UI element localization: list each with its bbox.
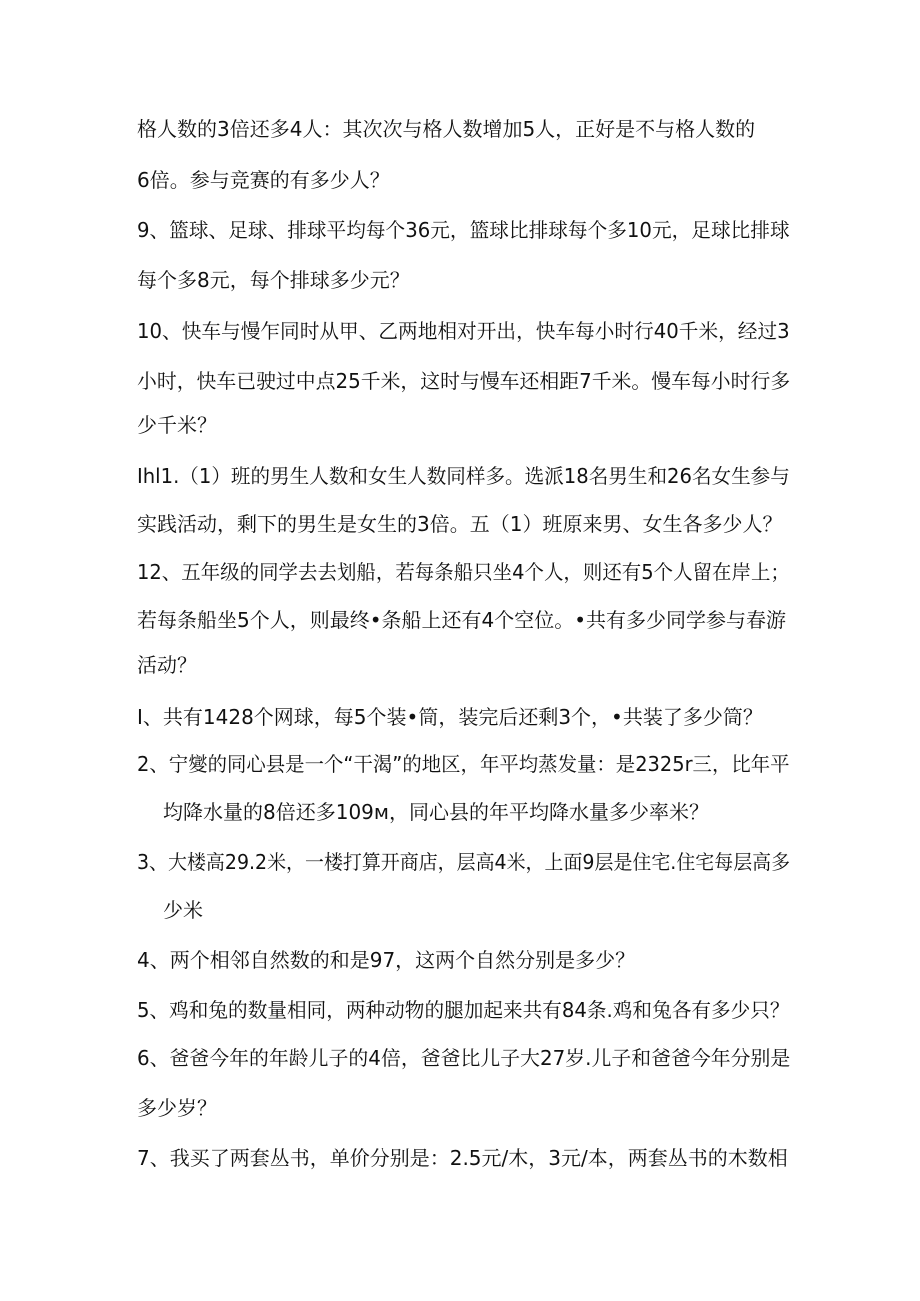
text-line: 小时，快车已驶过中点25千米，这时与慢车还相距7千米。慢车每小时行多 [137, 369, 791, 393]
text-line: 9、篮球、足球、排球平均每个36元，篮球比排球每个多10元，足球比排球 [137, 218, 790, 242]
text-line: 7、我买了两套丛书，单价分别是：2.5元/木，3元/本，两套丛书的木数相 [137, 1146, 788, 1170]
text-line: 10、快车与慢乍同时从甲、乙两地相对开出，快车每小时行40千米，经过3 [137, 319, 790, 343]
text-line: 多少岁？ [137, 1096, 217, 1120]
text-line: 少千米？ [137, 413, 217, 437]
text-line: Ihl1.（1）班的男生人数和女生人数同样多。选派18名男生和26名女生参与 [137, 464, 790, 488]
text-line: 活动？ [137, 653, 197, 677]
text-line: 2、宁夑的同心县是一个“干渴”的地区，年平均蒸发量：是2325r三，比年平 [137, 752, 790, 776]
text-line: 若每条船坐5个人，则最终•条船上还有4个空位。•共有多少同学参与春游 [137, 608, 787, 632]
text-line: 格人数的3倍还多4人：其次次与格人数增加5人，正好是不与格人数的 [137, 117, 756, 141]
text-line: 6倍。参与竞赛的有多少人？ [137, 168, 390, 192]
text-line: 12、五年级的同学去去划船，若每条船只坐4个人，则还有5个人留在岸上； [137, 560, 790, 584]
text-line: 实践活动，剩下的男生是女生的3倍。五（1）班原来男、女生各多少人？ [137, 512, 783, 536]
text-line: 5、鸡和兔的数量相同，两种动物的腿加起来共有84条.鸡和兔各有多少只？ [137, 998, 790, 1022]
text-line: 均降水量的8倍还多109м，同心县的年平均降水量多少率米？ [163, 800, 709, 824]
text-line: 4、两个相邻自然数的和是97，这两个自然分别是多少？ [137, 948, 636, 972]
text-line: 6、爸爸今年的年龄儿子的4倍，爸爸比儿子大27岁.儿子和爸爸今年分别是 [137, 1046, 791, 1070]
text-line: 每个多8元，每个排球多少元？ [137, 268, 410, 292]
text-line: 少米 [163, 898, 203, 922]
text-line: 3、大楼高29.2米，一楼打算开商店，层高4米，上面9层是住宅.住宅每层高多 [137, 850, 791, 874]
text-line: I、共有1428个网球，每5个装•筒，装完后还剩3个，•共装了多少筒？ [137, 705, 763, 729]
